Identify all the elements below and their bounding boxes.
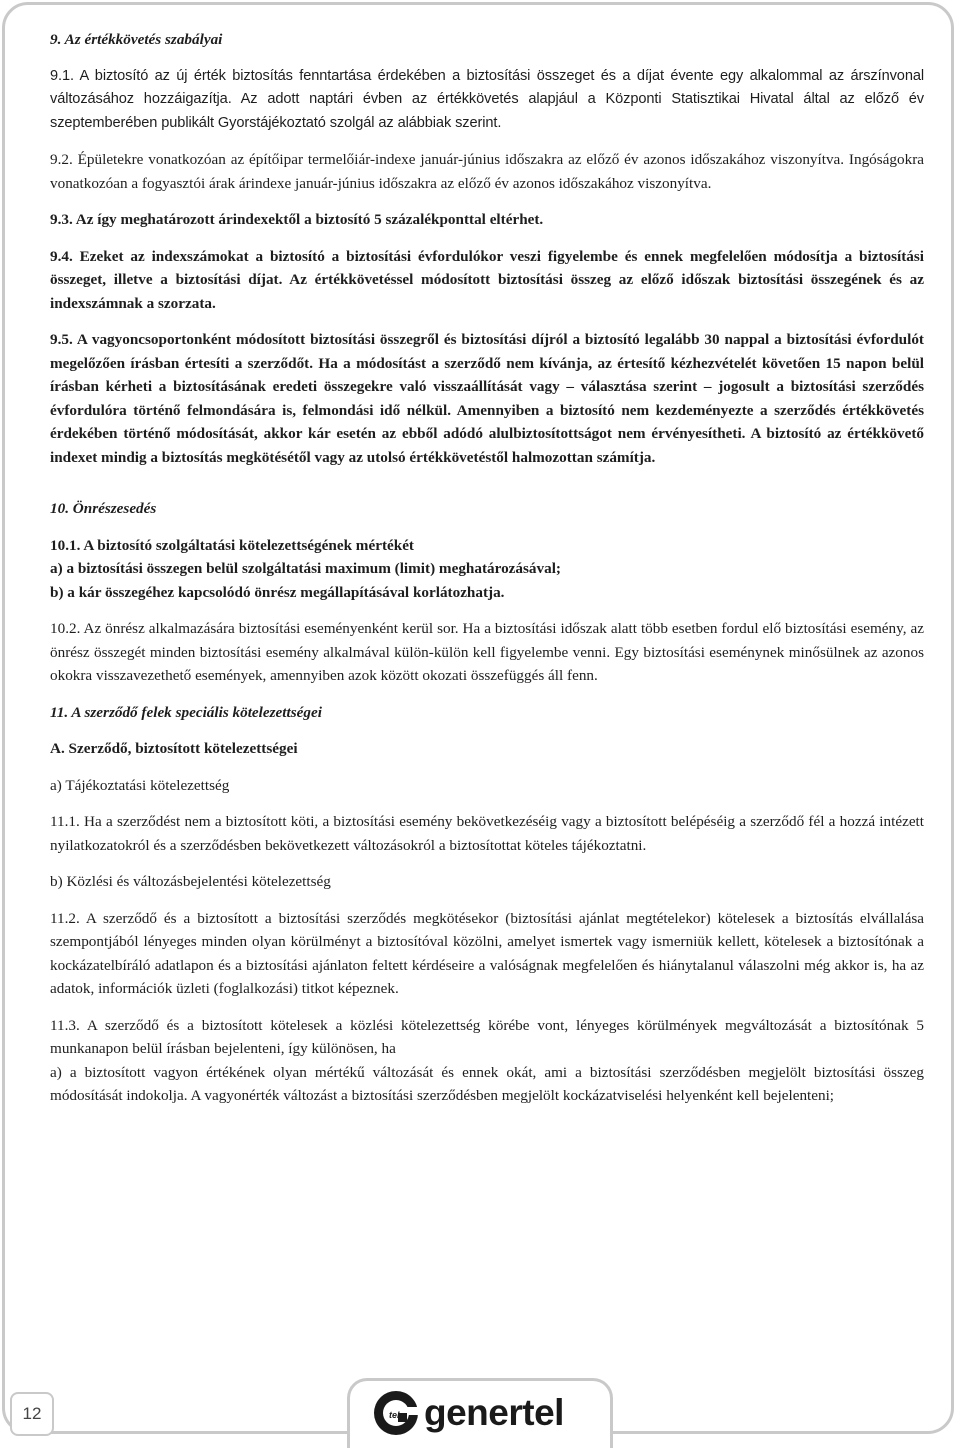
genertel-g-icon <box>372 1389 420 1437</box>
section-9-1: 9.1. A biztosító az új érték biztosítás fenntartása érdekében a biztosítási összeget és a díjat évente egy alkalommal az árszínvonal változásához hozzáigazítja. Az adott naptári évben az értékkövetés alapjául a Központi Statisztikai Hivatal által az előző év szeptemberében publikált Gyorstájékoztató szolgál az alábbiak szerint. <box>50 67 924 131</box>
section-9-title: 9. Az értékkövetés szabályai <box>50 31 223 48</box>
section-11-3-a: a) a biztosított vagyon értékének olyan mértékű változását és ennek okát, ami a biztosítási szerződésben megjelölt biztosítási összeg módosítását indokolja. A vagyonérték változást a biztosítási szerződésben megjelölt kockázatviselési helyenként kell bejelenteni; <box>50 1063 924 1104</box>
section-10-title: 10. Önrészesedés <box>50 500 157 517</box>
section-10-1-b: b) a kár összegéhez kapcsolódó önrész megállapításával korlátozhatja. <box>50 583 505 601</box>
section-11-2: 11.2. A szerződő és a biztosított a biztosítási szerződés megkötésekor (biztosítási ajánlat megtételekor) kötelesek a biztosítás elvállalása szempontjából lényeges minden olyan körülményt a biztosítóval közölni, amelyet ismertek vagy ismerniük kellett, kötelesek a biztosítónak a kockázatelbíráló adatlapon és a biztosítási ajánlaton feltett kérdéseire a valóságnak megfelelően és hiánytalanul válaszolni még akkor is, ha az adatok, információk üzleti (foglalkozási) titkot képeznek. <box>50 909 924 997</box>
section-11-3: 11.3. A szerződő és a biztosított kötelesek a közlési kötelezettség körébe vont, lényeges körülmények megváltozását a biztosítónak 5 munkanapon belül írásban bejelenteni, így különösen, ha <box>50 1016 924 1057</box>
section-11-a-title: A. Szerződő, biztosított kötelezettségei <box>50 740 298 757</box>
section-10-2: 10.2. Az önrész alkalmazására biztosítási eseményenként kerül sor. Ha a biztosítási időszak alatt több esetben fordul elő biztosítási esemény, az önrész összegét minden biztosítási esemény alkalmával külön-külön kell figyelembe venni. Egy biztosítási eseménynek minősülnek az azonos okokra visszavezethető események, amennyiben azok között okozati összefüggés áll fenn. <box>50 620 924 684</box>
logo-small-text: tel <box>389 1410 400 1420</box>
logo-wordmark: genertel <box>424 1392 564 1433</box>
section-9-4: 9.4. Ezeket az indexszámokat a biztosító a biztosítási évfordulókor veszi figyelembe és ennek megfelelően módosítja a biztosítási összeget, illetve a biztosítási díjat. Az értékkövetéssel módosított biztosítási összeg az előző időszak biztosítási összegének és az indexszámnak a szorzata. <box>50 247 924 312</box>
section-11-1: 11.1. Ha a szerződést nem a biztosított köti, a biztosítási esemény bekövetkezéséig vagy a biztosított belépéséig a szerződő fél a hozzá intézett nyilatkozatokról és a szerződésben bekövetkezett változásokról a biztosítottat köteles tájékoztatni. <box>50 813 924 854</box>
section-10-1-a: a) a biztosítási összegen belül szolgáltatási maximum (limit) meghatározásával; <box>50 560 561 577</box>
document-body <box>50 28 924 1108</box>
genertel-logo <box>372 1387 564 1439</box>
section-9-3: 9.3. Az így meghatározott árindexektől a biztosító 5 százalékponttal eltérhet. <box>50 211 544 228</box>
section-10-1-intro: 10.1. A biztosító szolgáltatási kötelezettségének mértékét <box>50 536 414 554</box>
section-11-title: 11. A szerződő felek speciális kötelezettségei <box>50 703 322 721</box>
section-11-a-info-heading: a) Tájékoztatási kötelezettség <box>50 776 230 794</box>
section-9-5: 9.5. A vagyoncsoportonként módosított biztosítási összegről és biztosítási díjról a biztosító legalább 30 nappal a biztosítási évfordulót megelőzően írásban értesíti a szerződőt. Ha a módosítást a szerződő nem kívánja, az értesítő kézhezvételét követően 15 napon belül írásban kérheti a biztosításának eredeti összegekre való visszaállítását vagy – választása szerint – jogosult a biztosítási szerződés évfordulóra történő felmondására is, felmondási idő nélkül. Amennyiben a biztosító nem kezdeményezte a szerződés értékkövetés érdekében történő módosítását, akkor kár esetén az ebből adódó alulbiztosítottságot nem érvényesítheti. A biztosító az értékkövető indexet mindig a biztosítás megkötésétől vagy az utolsó értékkövetéstől halmozottan számítja. <box>50 331 924 466</box>
page-number: 12 <box>10 1392 54 1436</box>
section-11-b-heading: b) Közlési és változásbejelentési kötelezettség <box>50 873 331 890</box>
section-9-2: 9.2. Épületekre vonatkozóan az építőipar termelőiár-indexe január-június időszakra az előző év azonos időszakához viszonyítva. Ingóságokra vonatkozóan a fogyasztói árak árindexe január-június időszakra az előző év azonos időszakához viszonyítva. <box>50 151 924 192</box>
